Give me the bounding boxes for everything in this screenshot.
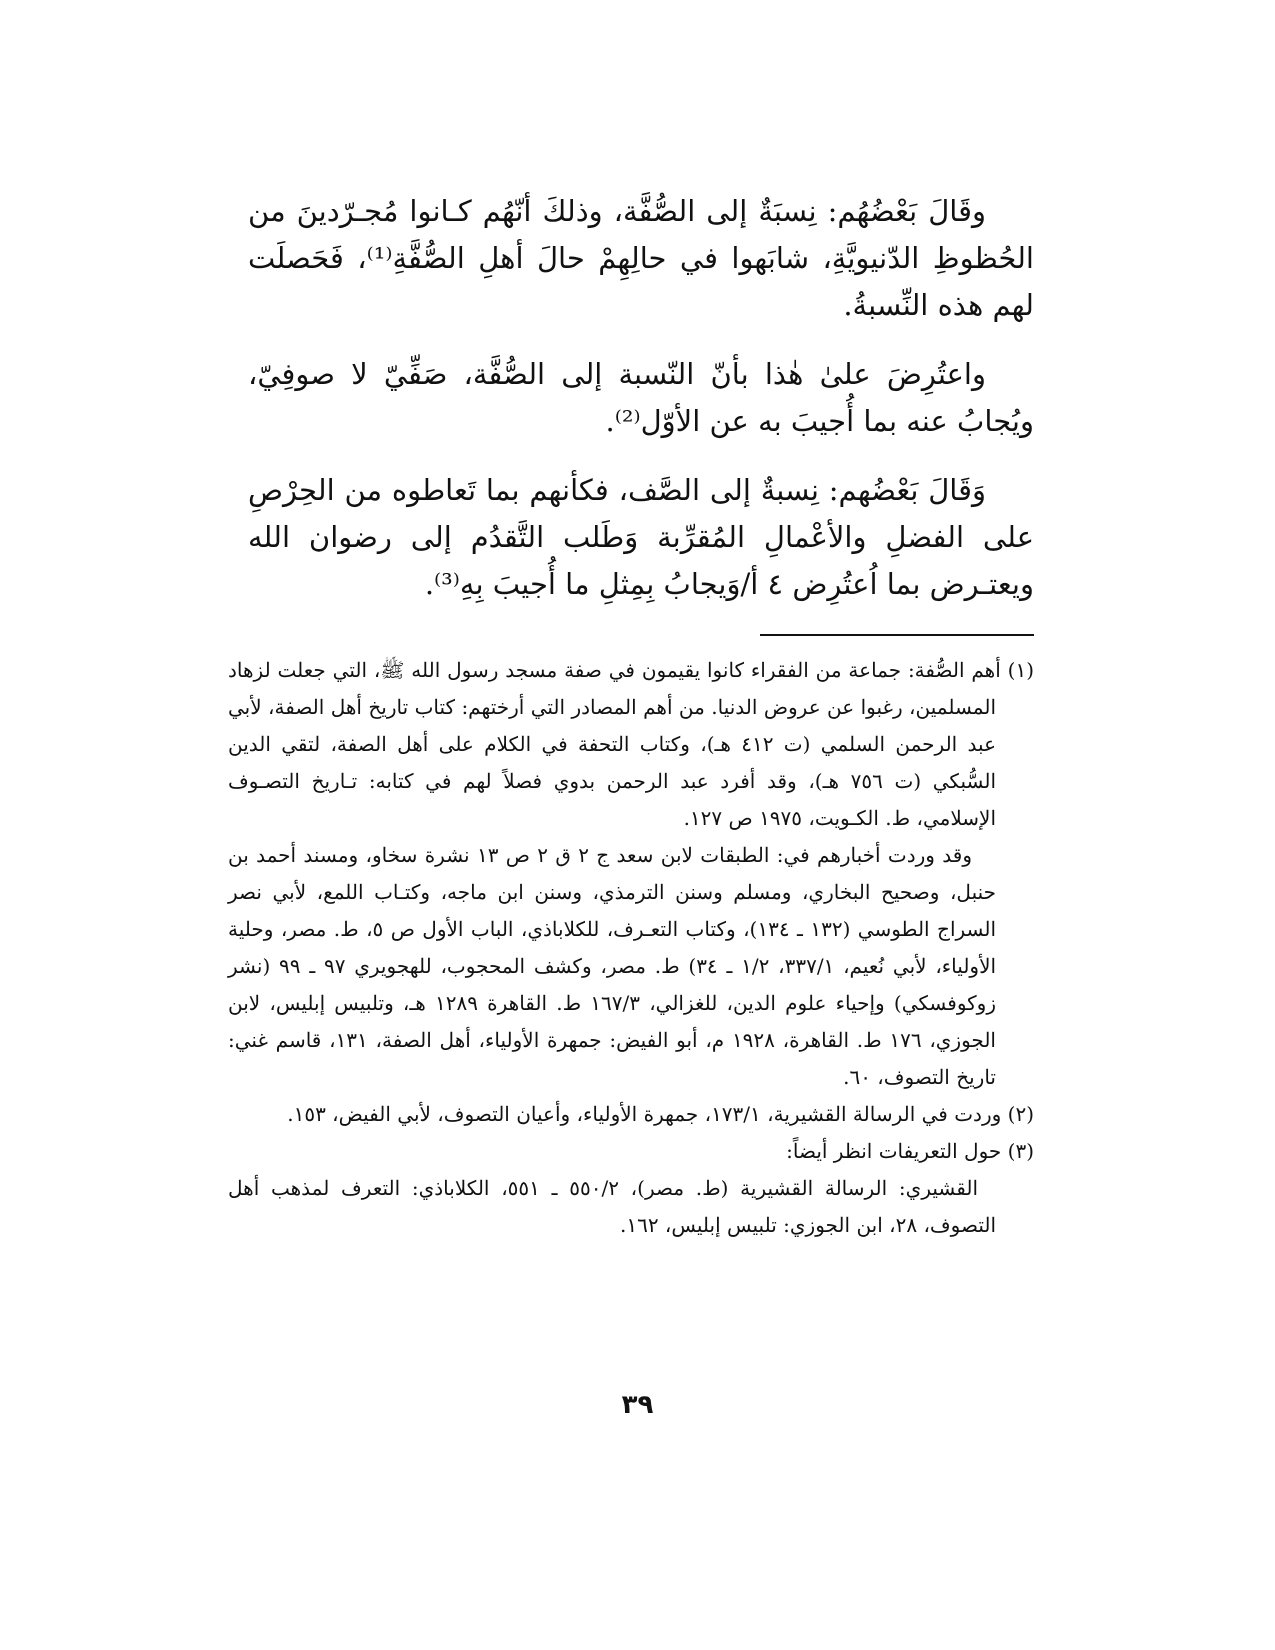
footnotes-section xyxy=(228,652,1034,1244)
main-text-body xyxy=(248,188,1034,630)
footnote-1-continuation: وقد وردت أخبارهم في: الطبقات لابن سعد ج ٢ ق ٢ ص ١٣ نشرة سخاو، ومسند أحمد بن حنبل، وصحيح البخاري، ومسلم وسنن الترمذي، وسنن ابن ماجه، وكتـاب اللمع، لأبي نصر السراج الطوسي (١٣٢ ـ ١٣٤)، وكتاب التعـرف، للكلاباذي، الباب الأول ص ٥، ط. مصر، وحلية الأولياء، لأبي نُعيم، ٣٣٧/١، ١/٢ ـ ٣٤) ط. مصر، وكشف المحجوب، للهجويري ٩٧ ـ ٩٩ (نشر زوكوفسكي) وإحياء علوم الدين، للغزالي، ١٦٧/٣ ط. القاهرة ١٢٨٩ هـ، وتلبيس إبليس، لابن الجوزي، ١٧٦ ط. القاهرة، ١٩٢٨ م، أبو الفيض: جمهرة الأولياء، أهل الصفة، ١٣١، قاسم غني: تاريخ التصوف، ٦٠. xyxy=(228,843,997,1089)
footnote-3: (٣) حول التعريفات انظر أيضاً: xyxy=(786,1139,1034,1163)
footnote-3-continuation: القشيري: الرسالة القشيرية (ط. مصر)، ٥٥٠/٢ ـ ٥٥١، الكلاباذي: التعرف لمذهب أهل التصوف، ٢٨، ابن الجوزي: تلبيس إبليس، ١٦٢. xyxy=(228,1176,996,1237)
main-paragraph-1: وقَالَ بَعْضُهُم: نِسبَةٌ إلى الصُّفَّة، وذلكَ أنّهُم كـانوا مُجـرّدينَ من الحُظوظِ الدّنيويَّةِ، شابَهوا في حالِهِمْ حالَ أهلِ الصُّفَّةِ⁽¹⁾، فَحَصلَت لهم هذه النِّسبةُ. xyxy=(248,194,1034,322)
page-number: ٣٩ xyxy=(621,1390,654,1420)
main-paragraph-3: وَقَالَ بَعْضُهم: نِسبةٌ إلى الصَّف، فكأنهم بما تَعاطوه من الحِرْصِ على الفضلِ والأعْمالِ المُقرِّبة وَطَلب التَّقدُم إلى رضوان الله ويعتـرض بما اُعتُرِض ٤ أ/وَيجابُ بِمِثلِ ما أُجيبَ بِهِ⁽³⁾. xyxy=(248,473,1034,601)
footnote-separator-rule xyxy=(760,634,1034,636)
main-paragraph-2: واعتُرِضَ علىٰ هٰذا بأنّ النّسبة إلى الصُّفَّة، صَفِّيّ لا صوفِيّ، ويُجابُ عنه بما أُجيبَ به عن الأوّل⁽²⁾. xyxy=(248,357,1034,438)
footnote-1: (١) أهم الصُّفة: جماعة من الفقراء كانوا يقيمون في صفة مسجد رسول الله ﷺ، التي جعلت لزهاد المسلمين، رغبوا عن عروض الدنيا. من أهم المصادر التي أرختهم: كتاب تاريخ أهل الصفة، لأبي عبد الرحمن السلمي (ت ٤١٢ هـ)، وكتاب التحفة في الكلام على أهل الصفة، لتقي الدين السُّبكي (ت ٧٥٦ هـ)، وقد أفرد عبد الرحمن بدوي فصلاً لهم في كتابه: تـاريخ التصـوف الإسلامي، ط. الكـويت، ١٩٧٥ ص ١٢٧. xyxy=(228,658,1034,830)
footnote-2: (٢) وردت في الرسالة القشيرية، ١٧٣/١، جمهرة الأولياء، وأعيان التصوف، لأبي الفيض، ١٥٣. xyxy=(287,1102,1034,1126)
